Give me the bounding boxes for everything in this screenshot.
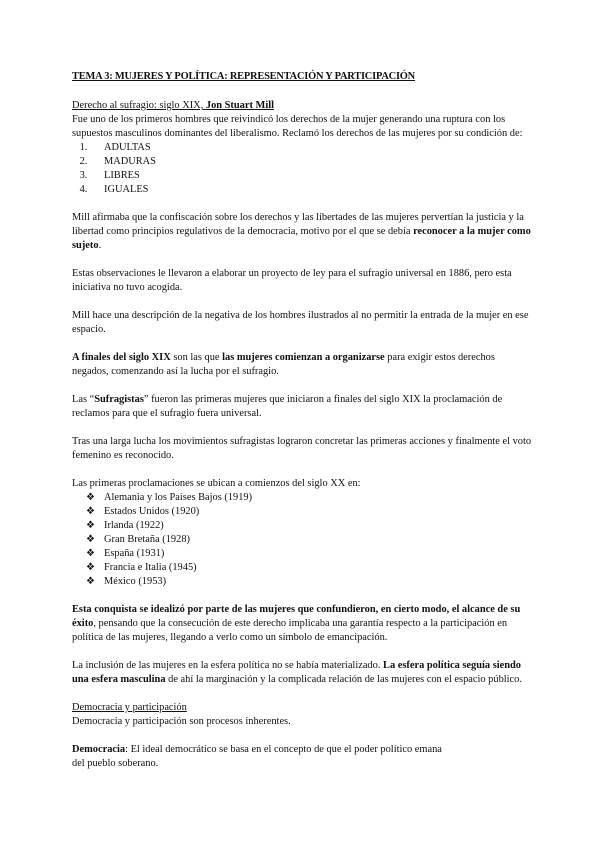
text: ” fueron las primeras mujeres que iniciaron a finales del siglo XIX la proclamación de reclamos para que el sufragio fuera universal. [72,394,503,419]
paragraph-proyecto: Estas observaciones le llevaron a elaborar un proyecto de ley para el sufragio universal en 1886, pero esta iniciativa no tuvo acogida. [72,268,512,293]
bold-text: Democracia [72,744,126,755]
paragraph-sufragistas [72,393,532,421]
text: de ahí la marginación y la complicada relación de las mujeres con el espacio público. [165,674,522,685]
bold-text: reconocer a la mujer como sujeto [72,226,531,251]
list-item: 3. LIBRES [90,169,532,183]
list-item: 2. MADURAS [90,155,532,169]
list-item: ❖ Gran Bretaña (1928) [90,533,532,547]
paragraph-conquista [72,603,532,645]
paragraph-finales [72,351,532,379]
paragraph-mill [72,211,532,253]
paragraph-proclamaciones: Las primeras proclamaciones se ubican a comienzos del siglo XX en: [72,478,361,489]
text: son las que [170,352,223,363]
text: para exigir estos derechos negados, comenzando así la lucha por el sufragio. [72,352,495,377]
text: : El ideal democrático se basa en el concepto de que el poder político emana del pueblo soberano. [72,744,442,769]
section-heading-democracia: Democracia y participación [72,702,187,713]
paragraph-descripcion: Mill hace una descripción de la negativa de los hombres ilustrados al no permitir la entrada de la mujer en ese espacio. [72,310,529,335]
paragraph-democracia-intro: Democracia y participación son procesos inherentes. [72,716,291,727]
heading-name: Jon Stuart Mill [205,100,275,111]
list-item: ❖ Francia e Italia (1945) [90,561,532,575]
text: . [98,240,102,251]
list-item: ❖ Estados Unidos (1920) [90,505,532,519]
bold-text: La esfera política seguía siendo una esfera masculina [72,660,521,685]
list-item: ❖ Alemania y los Países Bajos (1919) [90,491,532,505]
heading-prefix: Derecho al sufragio: siglo XIX, [72,100,206,111]
bold-text: Sufragistas [94,394,144,405]
bold-text: Esta conquista se idealizó por parte de las mujeres que confundieron, en cierto modo, el alcance de su éxito [72,604,521,629]
list-item: ❖ México (1953) [90,575,532,589]
list-item: 4. IGUALES [90,183,532,197]
list-item: ❖ España (1931) [90,547,532,561]
text: La inclusión de las mujeres en la esfera política no se había materializado. [72,660,384,671]
list-item: 1. ADULTAS [90,141,532,155]
list-item: ❖ Irlanda (1922) [90,519,532,533]
paragraph-lucha: Tras una larga lucha los movimientos sufragistas lograron concretar las primeras acciones y finalmente el voto femenino es reconocido. [72,436,532,461]
condition-list [72,141,532,197]
bold-text: A finales del siglo XIX [72,352,171,363]
paragraph-intro: Fue uno de los primeros hombres que reivindicó los derechos de la mujer generando una ruptura con los supuestos masculinos dominantes del liberalismo. Reclamó los derechos de las mujeres por su condición de: [72,114,523,139]
text: Mill afirmaba que la confiscación sobre los derechos y las libertades de las mujeres pervertían la justicia y la libertad como principios regulativos de la democracia, motivo por el que se debía [72,212,524,237]
country-list [72,491,532,589]
text: Las “ [72,394,95,405]
document-page [72,70,532,771]
paragraph-democracia [72,743,452,771]
section-heading-sufragio [72,99,532,113]
text: , pensando que la consecución de este derecho implicaba una garantía respecto a la participación en política de las mujeres, llegando a verlo como un símbolo de emancipación. [72,618,508,643]
bold-text: las mujeres comienzan a organizarse [222,352,385,363]
paragraph-inclusion [72,659,532,687]
page-title: TEMA 3: MUJERES Y POLÍTICA: REPRESENTACIÓN Y PARTICIPACIÓN [72,71,415,82]
